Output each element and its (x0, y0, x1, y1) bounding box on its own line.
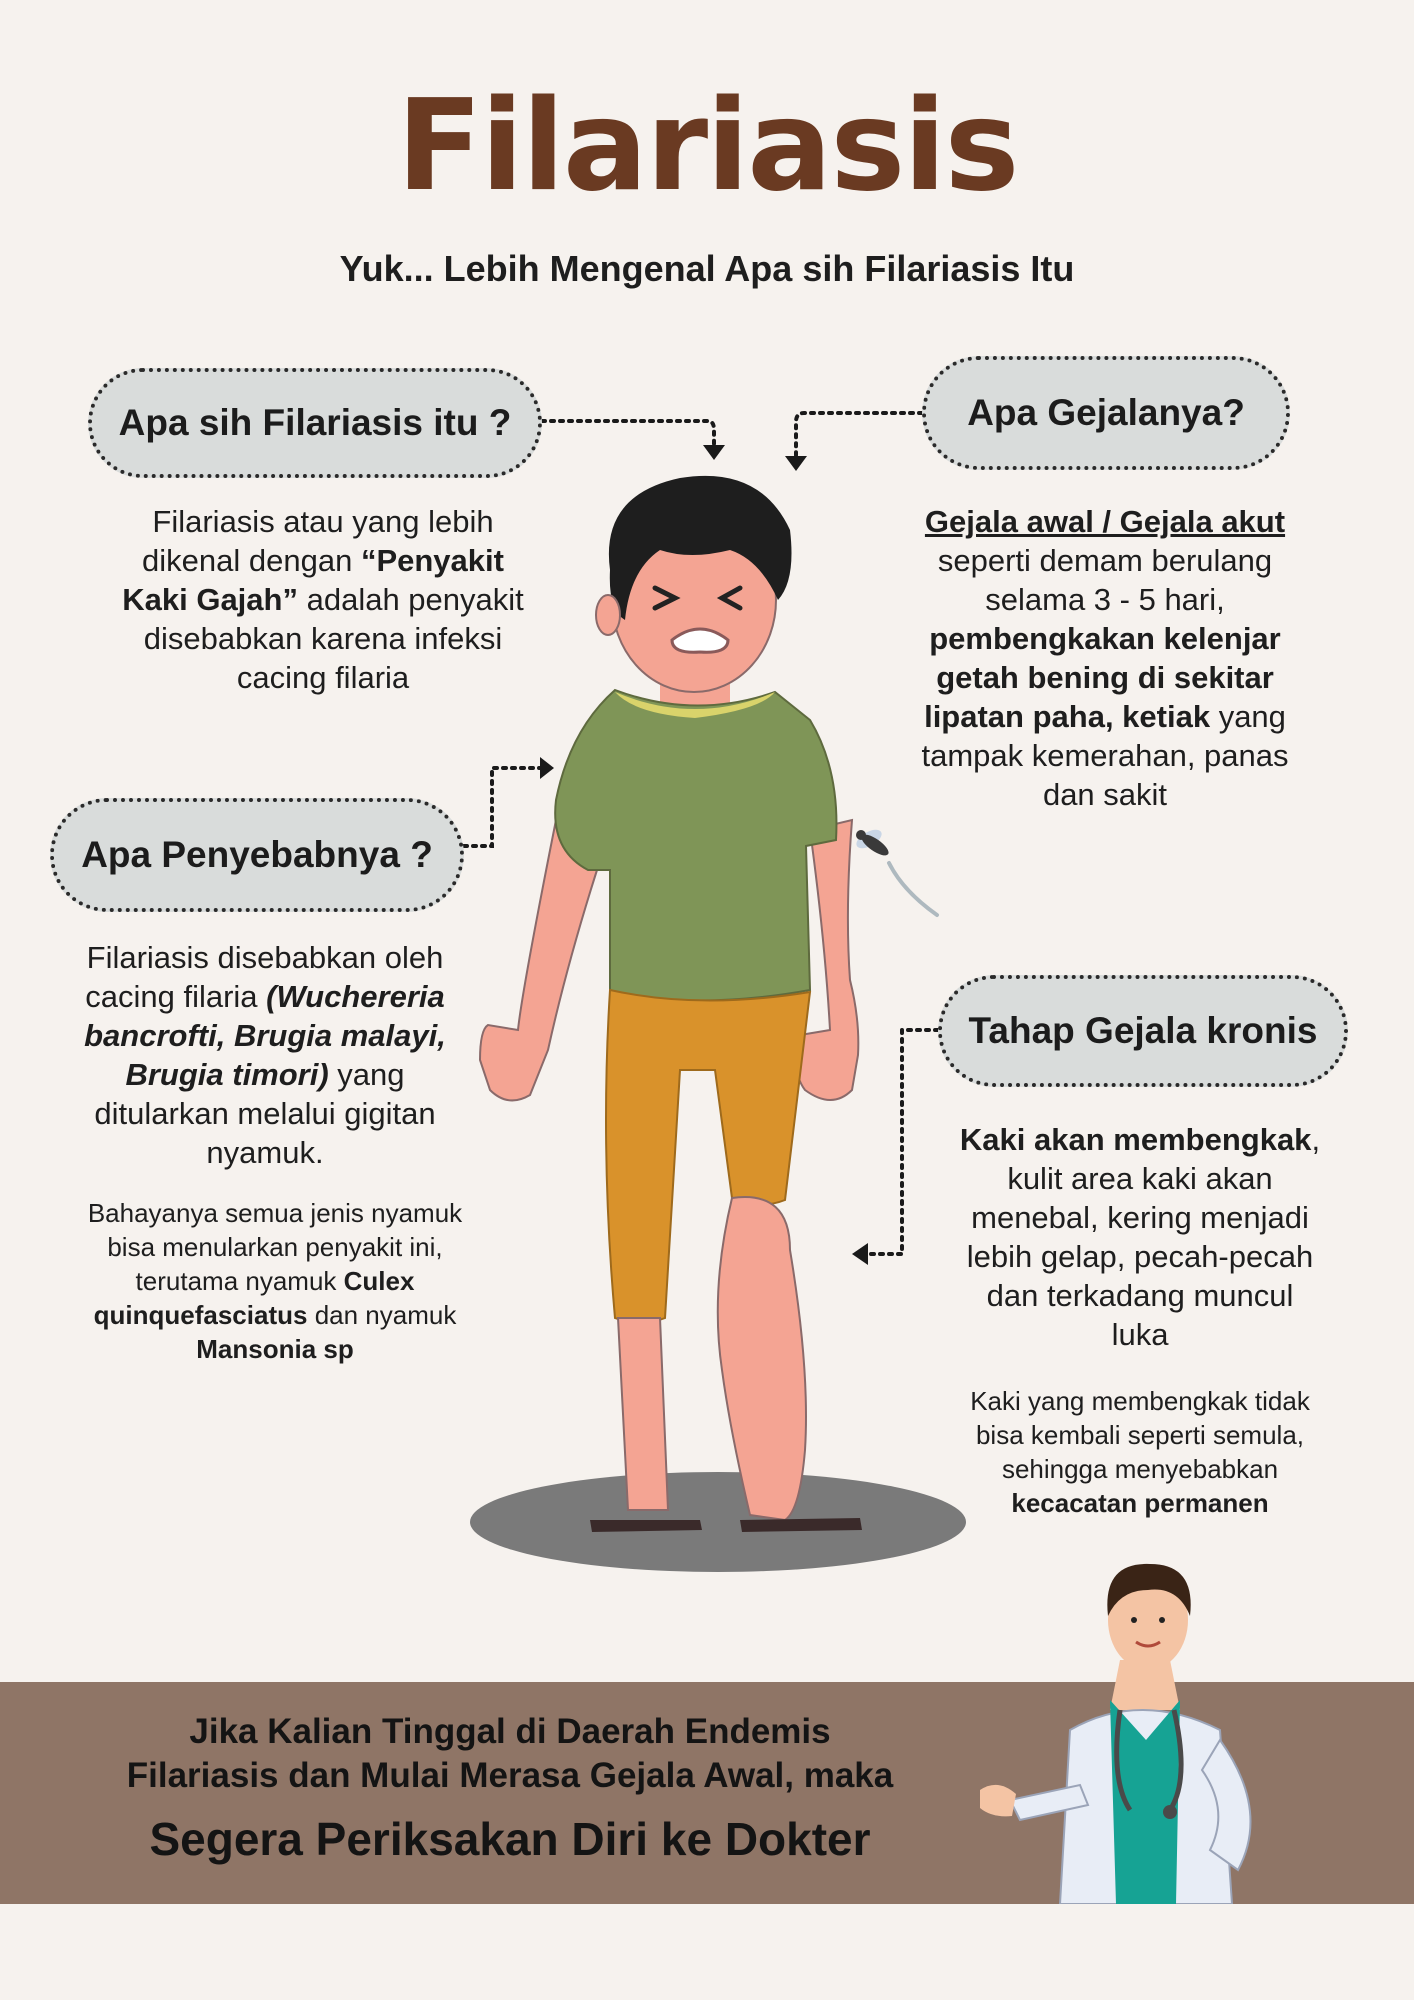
what-line: disebabkan karena infeksi (143, 621, 503, 656)
symptoms-bold: pembengkakan kelenjar (929, 621, 1281, 656)
cause-note-line: bisa menularkan penyakit ini, (107, 1232, 443, 1262)
what-heading: Apa sih Filariasis itu ? (118, 402, 512, 443)
symptoms-bold: lipatan paha, ketiak (924, 699, 1211, 734)
cause-note-text: terutama nyamuk (135, 1266, 344, 1296)
sick-man-illustration (460, 470, 980, 1590)
cause-note-bold: Mansonia sp (196, 1334, 354, 1364)
what-bold: Kaki Gajah” (122, 582, 298, 617)
what-text: dikenal dengan (142, 543, 361, 578)
chronic-note-bold: kecacatan permanen (1011, 1488, 1269, 1518)
symptoms-line: dan sakit (1042, 777, 1168, 812)
what-line: cacing filaria (236, 660, 410, 695)
cause-text: yang (328, 1057, 405, 1092)
symptoms-line: selama 3 - 5 hari, (985, 582, 1225, 617)
chronic-note-line: bisa kembali seperti semula, (975, 1420, 1305, 1450)
cause-heading-pill (50, 798, 464, 912)
chronic-text: , (1311, 1122, 1321, 1157)
cause-note (50, 1196, 500, 1366)
footer-message (60, 1710, 960, 1798)
footer-line: Filariasis dan Mulai Merasa Gejala Awal, maka (126, 1756, 894, 1795)
cause-note-line (50, 1264, 500, 1298)
cause-note-bold: quinquefasciatus (93, 1300, 308, 1330)
cause-line (40, 1055, 490, 1094)
page-subtitle: Yuk... Lebih Mengenal Apa sih Filariasis Itu (339, 248, 1075, 289)
what-bold: “Penyakit (360, 543, 504, 578)
cause-note-line: Bahayanya semua jenis nyamuk (87, 1198, 463, 1228)
cause-species: (Wuchereria (266, 979, 445, 1014)
doctor-illustration (970, 1550, 1310, 1904)
cause-line: ditularkan melalui gigitan (94, 1096, 436, 1131)
chronic-note-line: Kaki yang membengkak tidak (970, 1386, 1310, 1416)
symptoms-line: seperti demam berulang (937, 543, 1273, 578)
chronic-line: kulit area kaki akan (1007, 1161, 1273, 1196)
chronic-note (924, 1384, 1356, 1520)
what-line: Filariasis atau yang lebih (152, 504, 494, 539)
chronic-line (912, 1120, 1368, 1159)
chronic-description (912, 1120, 1368, 1354)
cause-text: cacing filaria (85, 979, 267, 1014)
cause-line: Filariasis disebabkan oleh (86, 940, 444, 975)
symptoms-line: tampak kemerahan, panas (921, 738, 1289, 773)
symptoms-heading-pill (922, 356, 1290, 470)
chronic-note-line: sehingga menyebabkan (1001, 1454, 1279, 1484)
page-title: Filariasis (396, 72, 1018, 219)
chronic-line: luka (1111, 1317, 1169, 1352)
chronic-heading-pill (938, 975, 1348, 1087)
chronic-line: menebal, kering menjadi (971, 1200, 1309, 1235)
what-text: adalah penyakit (297, 582, 524, 617)
cause-species: bancrofti, Brugia malayi, (84, 1018, 446, 1053)
symptoms-text: yang (1210, 699, 1286, 734)
chronic-heading: Tahap Gejala kronis (968, 1010, 1318, 1051)
chronic-line: lebih gelap, pecah-pecah (966, 1239, 1314, 1274)
chronic-bold: Kaki akan membengkak (959, 1122, 1312, 1157)
cause-line (40, 977, 490, 1016)
symptoms-lead: Gejala awal / Gejala akut (924, 504, 1286, 539)
cause-description (40, 938, 490, 1172)
footer-line: Jika Kalian Tinggal di Daerah Endemis (189, 1712, 831, 1751)
symptoms-heading: Apa Gejalanya? (967, 392, 1245, 433)
cause-note-bold: Culex (343, 1266, 415, 1296)
mosquito-icon (845, 815, 945, 925)
symptoms-bold: getah bening di sekitar (936, 660, 1274, 695)
chronic-line: dan terkadang muncul (986, 1278, 1294, 1313)
cause-species: Brugia timori) (125, 1057, 329, 1092)
cause-line: nyamuk. (206, 1135, 324, 1170)
cause-heading: Apa Penyebabnya ? (81, 834, 433, 875)
what-heading-pill (88, 368, 542, 478)
cause-note-text: dan nyamuk (307, 1300, 457, 1330)
cause-note-line (50, 1298, 500, 1332)
footer-cta: Segera Periksakan Diri ke Dokter (149, 1813, 871, 1865)
